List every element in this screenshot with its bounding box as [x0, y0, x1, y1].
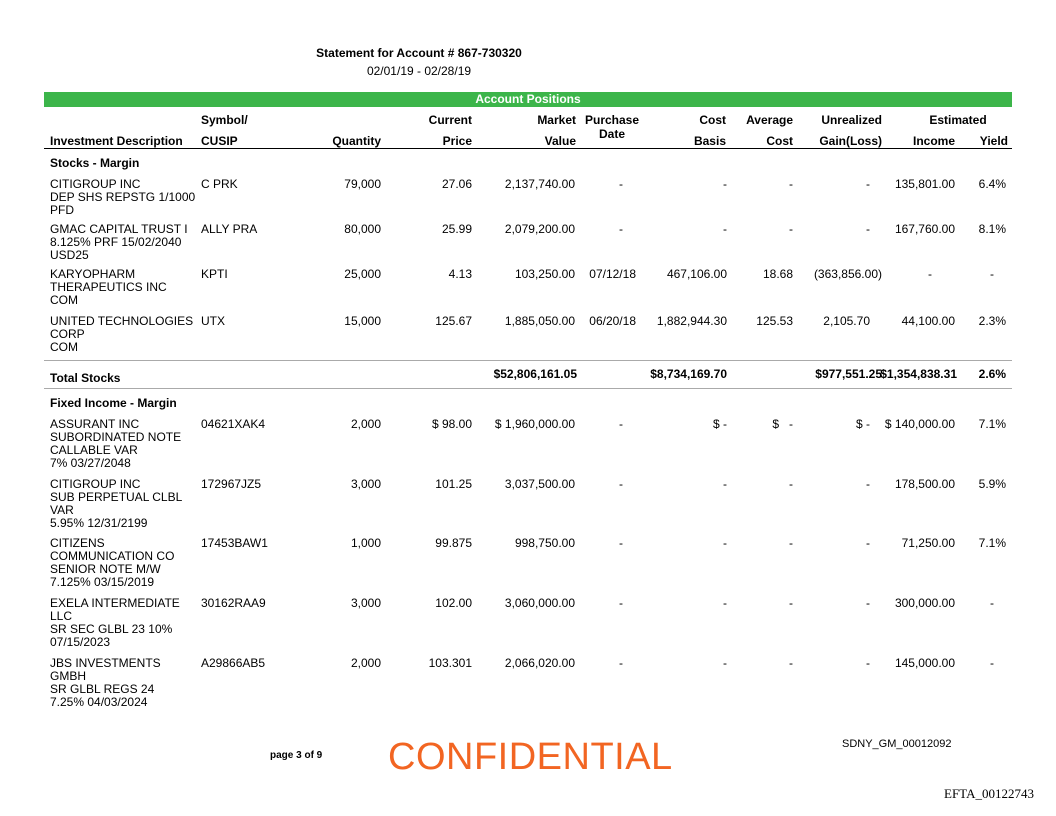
fixed-income-section-heading: Fixed Income - Margin [50, 396, 177, 410]
row-purchase-date: - [619, 656, 623, 670]
total-cost-basis: $8,734,169.70 [650, 367, 727, 381]
row-price: 125.67 [435, 314, 472, 328]
row-description: EXELA INTERMEDIATE LLC SR SEC GLBL 23 10% 07/15/2023 [50, 596, 180, 649]
confidential-stamp: CONFIDENTIAL [388, 736, 673, 778]
col-purchase-top: Purchase [584, 113, 640, 127]
row-yield: 5.9% [978, 477, 1006, 491]
row-value: $ 1,960,000.00 [494, 417, 575, 431]
row-symbol: A29866AB5 [201, 656, 266, 670]
row-value: 103,250.00 [514, 267, 575, 281]
page-number: page 3 of 9 [270, 750, 323, 761]
row-average-cost: 18.68 [762, 267, 793, 281]
row-average-cost: - [789, 222, 793, 236]
row-price: 99.875 [435, 536, 472, 550]
row-yield: 8.1% [978, 222, 1006, 236]
row-value: 1,885,050.00 [504, 314, 575, 328]
row-yield: 2.3% [978, 314, 1006, 328]
row-unrealized-gain: (363,856.00) [813, 267, 882, 281]
row-quantity: 1,000 [350, 536, 381, 550]
row-cost-basis: - [723, 222, 727, 236]
row-value: 3,037,500.00 [504, 477, 575, 491]
row-cost-basis: 467,106.00 [666, 267, 727, 281]
total-market-value: $52,806,161.05 [493, 367, 577, 381]
total-unrealized-gain: $977,551.25 [815, 367, 882, 381]
row-symbol: 172967JZ5 [201, 477, 262, 491]
row-purchase-date: - [619, 477, 623, 491]
row-income: $ 140,000.00 [884, 417, 955, 431]
row-cost-basis: - [723, 536, 727, 550]
statement-title: Statement for Account # 867-730320 [316, 46, 522, 60]
statement-date-range: 02/01/19 - 02/28/19 [366, 64, 472, 78]
col-avg-bottom: Cost [766, 134, 793, 148]
col-quantity: Quantity [332, 134, 381, 148]
row-unrealized-gain: - [866, 222, 870, 236]
row-price: 101.25 [435, 477, 472, 491]
row-unrealized-gain: - [866, 596, 870, 610]
row-purchase-date: - [619, 536, 623, 550]
row-cost-basis: - [723, 596, 727, 610]
row-cost-basis: $ - [712, 417, 727, 431]
row-yield: - [990, 656, 994, 670]
row-average-cost: $ - [772, 417, 793, 431]
row-description: JBS INVESTMENTS GMBH SR GLBL REGS 24 7.25% 04/03/2024 [50, 656, 161, 709]
row-price: 4.13 [448, 267, 472, 281]
row-income: - [928, 267, 932, 281]
row-cost-basis: - [723, 477, 727, 491]
row-cost-basis: - [723, 177, 727, 191]
row-symbol: KPTI [201, 267, 228, 281]
row-yield: - [990, 596, 994, 610]
row-average-cost: - [789, 177, 793, 191]
row-income: 135,801.00 [894, 177, 955, 191]
col-description: Investment Description [50, 134, 183, 148]
row-symbol: 04621XAK4 [201, 417, 266, 431]
row-quantity: 79,000 [344, 177, 381, 191]
row-quantity: 3,000 [350, 596, 381, 610]
row-unrealized-gain: $ - [855, 417, 870, 431]
row-purchase-date: - [619, 222, 623, 236]
row-average-cost: 125.53 [756, 314, 793, 328]
row-quantity: 80,000 [344, 222, 381, 236]
row-purchase-date: 07/12/18 [589, 267, 636, 281]
row-income: 178,500.00 [894, 477, 955, 491]
row-symbol: 30162RAA9 [201, 596, 266, 610]
stocks-section-heading: Stocks - Margin [50, 156, 140, 170]
row-unrealized-gain: - [866, 536, 870, 550]
col-cost-bottom: Basis [693, 134, 726, 148]
col-symbol-bottom: CUSIP [201, 134, 238, 148]
col-price-top: Current [428, 113, 472, 127]
row-income: 44,100.00 [901, 314, 955, 328]
row-yield: 7.1% [978, 536, 1006, 550]
row-income: 167,760.00 [894, 222, 955, 236]
row-unrealized-gain: - [866, 656, 870, 670]
row-description: CITIGROUP INC DEP SHS REPSTG 1/1000 PFD [50, 177, 196, 217]
row-average-cost: - [789, 656, 793, 670]
row-price: 25.99 [441, 222, 472, 236]
row-yield: - [990, 267, 994, 281]
row-description: KARYOPHARM THERAPEUTICS INC COM [50, 267, 167, 307]
row-value: 3,060,000.00 [504, 596, 575, 610]
row-yield: 7.1% [978, 417, 1006, 431]
total-rule-top [44, 360, 1012, 361]
row-quantity: 3,000 [350, 477, 381, 491]
row-value: 2,066,020.00 [504, 656, 575, 670]
row-purchase-date: - [619, 177, 623, 191]
row-value: 998,750.00 [514, 536, 575, 550]
row-cost-basis: - [723, 656, 727, 670]
row-income: 300,000.00 [894, 596, 955, 610]
row-quantity: 15,000 [344, 314, 381, 328]
row-income: 145,000.00 [894, 656, 955, 670]
total-rule-bottom [44, 388, 1012, 389]
total-label: Total Stocks [50, 371, 121, 385]
row-description: ASSURANT INC SUBORDINATED NOTE CALLABLE VAR 7% 03/27/2048 [50, 417, 182, 470]
row-price: 102.00 [435, 596, 472, 610]
row-symbol: ALLY PRA [201, 222, 258, 236]
row-price: 103.301 [428, 656, 472, 670]
row-quantity: 25,000 [344, 267, 381, 281]
row-average-cost: - [789, 596, 793, 610]
account-positions-bar: Account Positions [44, 92, 1012, 107]
col-value-bottom: Value [544, 134, 576, 148]
row-symbol: UTX [201, 314, 225, 328]
row-price: $ 98.00 [431, 417, 472, 431]
row-price: 27.06 [441, 177, 472, 191]
col-cost-top: Cost [699, 113, 726, 127]
col-estimated: Estimated [929, 113, 987, 127]
col-symbol-top: Symbol/ [201, 113, 248, 127]
row-value: 2,079,200.00 [504, 222, 575, 236]
row-purchase-date: 06/20/18 [589, 314, 636, 328]
total-income: $1,354,838.31 [880, 367, 957, 381]
col-income: Income [912, 134, 955, 148]
col-avg-top: Average [746, 113, 793, 127]
row-value: 2,137,740.00 [504, 177, 575, 191]
col-value-top: Market [537, 113, 576, 127]
row-description: GMAC CAPITAL TRUST I 8.125% PRF 15/02/2040 USD25 [50, 222, 188, 262]
row-description: CITIZENS COMMUNICATION CO SENIOR NOTE M/W 7.125% 03/15/2019 [50, 536, 175, 589]
col-gain-bottom: Gain(Loss) [819, 134, 882, 148]
row-average-cost: - [789, 477, 793, 491]
row-average-cost: - [789, 536, 793, 550]
row-unrealized-gain: - [866, 177, 870, 191]
row-symbol: 17453BAW1 [201, 536, 268, 550]
row-yield: 6.4% [978, 177, 1006, 191]
row-unrealized-gain: - [866, 477, 870, 491]
row-description: CITIGROUP INC SUB PERPETUAL CLBL VAR 5.95% 12/31/2199 [50, 477, 183, 530]
row-quantity: 2,000 [350, 417, 381, 431]
row-purchase-date: - [619, 417, 623, 431]
row-quantity: 2,000 [350, 656, 381, 670]
col-yield: Yield [979, 134, 1008, 148]
col-gain-top: Unrealized [821, 113, 882, 127]
row-description: UNITED TECHNOLOGIES CORP COM [50, 314, 194, 354]
row-purchase-date: - [619, 596, 623, 610]
document-id: SDNY_GM_00012092 [842, 738, 952, 750]
col-purchase-bottom: Date [598, 127, 625, 141]
row-income: 71,250.00 [901, 536, 955, 550]
efta-number: EFTA_00122743 [944, 786, 1034, 801]
row-unrealized-gain: 2,105.70 [823, 314, 870, 328]
col-price-bottom: Price [442, 134, 472, 148]
row-cost-basis: 1,882,944.30 [656, 314, 727, 328]
total-yield: 2.6% [978, 367, 1006, 381]
row-symbol: C PRK [201, 177, 238, 191]
header-rule [44, 148, 1012, 149]
